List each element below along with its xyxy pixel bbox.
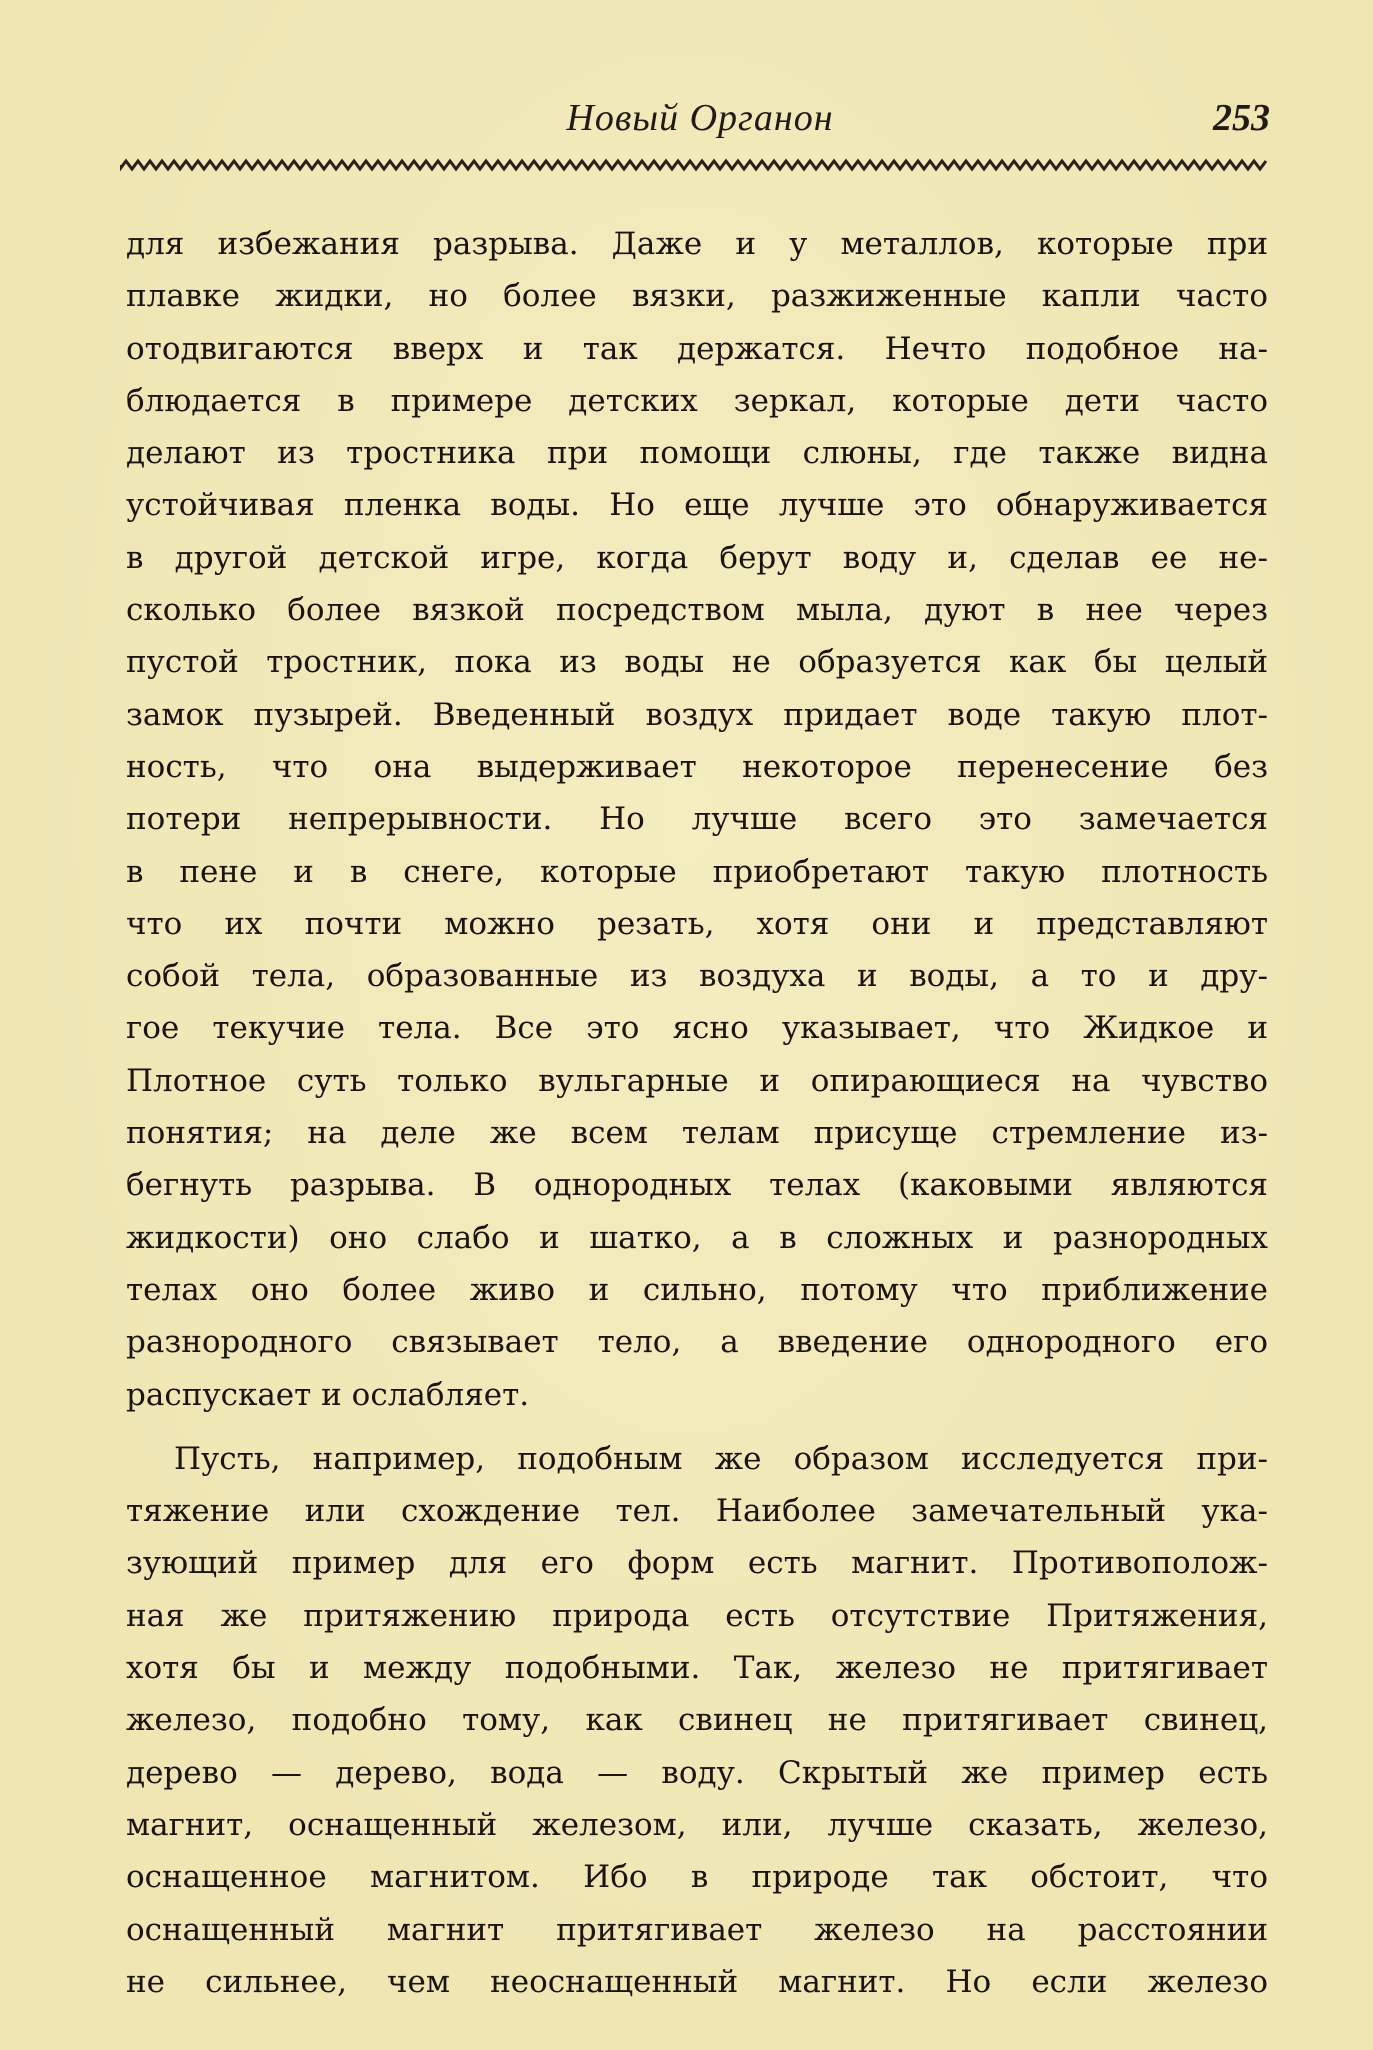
text-line: отодвигаются вверх и так держатся. Нечто подобное на- (126, 330, 1268, 367)
text-line: тяжение или схождение тел. Наиболее замечательный ука- (126, 1493, 1268, 1530)
text-line: понятия; на деле же всем телам присуще стремление из- (126, 1115, 1268, 1152)
text-line: зующий пример для его форм есть магнит. Противополож- (126, 1545, 1268, 1582)
text-line: распускает и ослабляет. (126, 1376, 530, 1413)
text-line: бегнуть разрыва. В однородных телах (каковыми являются (126, 1167, 1268, 1204)
text-line: потери непрерывности. Но лучше всего это замечается (126, 801, 1268, 838)
text-line: для избежания разрыва. Даже и у металлов, которые при (126, 226, 1268, 262)
text-line: в другой детской игре, когда берут воду и, сделав ее не- (126, 539, 1268, 576)
paragraph-2 (126, 1433, 1268, 2008)
decorative-rule (120, 158, 1270, 172)
text-line: собой тела, образованные из воздуха и воды, а то и дру- (126, 958, 1268, 995)
text-line: гое текучие тела. Все это ясно указывает, что Жидкое и (126, 1010, 1268, 1047)
text-line: разнородного связывает тело, а введение однородного его (126, 1324, 1268, 1361)
text-line: оснащенное магнитом. Ибо в природе так обстоит, что (126, 1859, 1268, 1896)
page-header (120, 96, 1280, 156)
text-line: магнит, оснащенный железом, или, лучше сказать, железо, (126, 1806, 1268, 1843)
text-line: Плотное суть только вульгарные и опирающиеся на чувство (126, 1062, 1268, 1099)
text-line: оснащенный магнит притягивает железо на расстоянии (126, 1911, 1268, 1948)
body-text (126, 218, 1268, 2008)
text-line: в пене и в снеге, которые приобретают такую плотность (126, 853, 1268, 890)
text-line: замок пузырей. Введенный воздух придает воде такую плот- (126, 696, 1268, 733)
text-line: жидкости) оно слабо и шатко, а в сложных и разнородных (126, 1219, 1268, 1256)
text-line: делают из тростника при помощи слюны, где также видна (126, 435, 1268, 472)
paragraph-1 (126, 218, 1268, 1421)
text-line: не сильнее, чем неоснащенный магнит. Но если железо (126, 1963, 1268, 2000)
text-line: что их почти можно резать, хотя они и представляют (126, 905, 1268, 942)
text-line: устойчивая пленка воды. Но еще лучше это обнаруживается (126, 487, 1268, 524)
text-line: ность, что она выдерживает некоторое перенесение без (126, 748, 1268, 785)
text-line: хотя бы и между подобными. Так, железо не притягивает (126, 1650, 1268, 1687)
text-line: плавке жидки, но более вязки, разжиженные капли часто (126, 278, 1268, 315)
text-line: дерево — дерево, вода — воду. Скрытый же пример есть (126, 1754, 1268, 1791)
text-line: телах оно более живо и сильно, потому что приближение (126, 1271, 1268, 1308)
text-line: блюдается в примере детских зеркал, которые дети часто (126, 382, 1268, 419)
page-number: 253 (1213, 97, 1270, 139)
text-line: железо, подобно тому, как свинец не притягивает свинец, (126, 1702, 1268, 1739)
text-line: пустой тростник, пока из воды не образуется как бы целый (126, 644, 1268, 681)
text-line: ная же притяжению природа есть отсутствие Притяжения, (126, 1597, 1268, 1634)
text-line: сколько более вязкой посредством мыла, дуют в нее через (126, 592, 1268, 629)
running-title: Новый Органон (566, 97, 834, 139)
text-line: Пусть, например, подобным же образом исследуется при- (174, 1440, 1268, 1477)
